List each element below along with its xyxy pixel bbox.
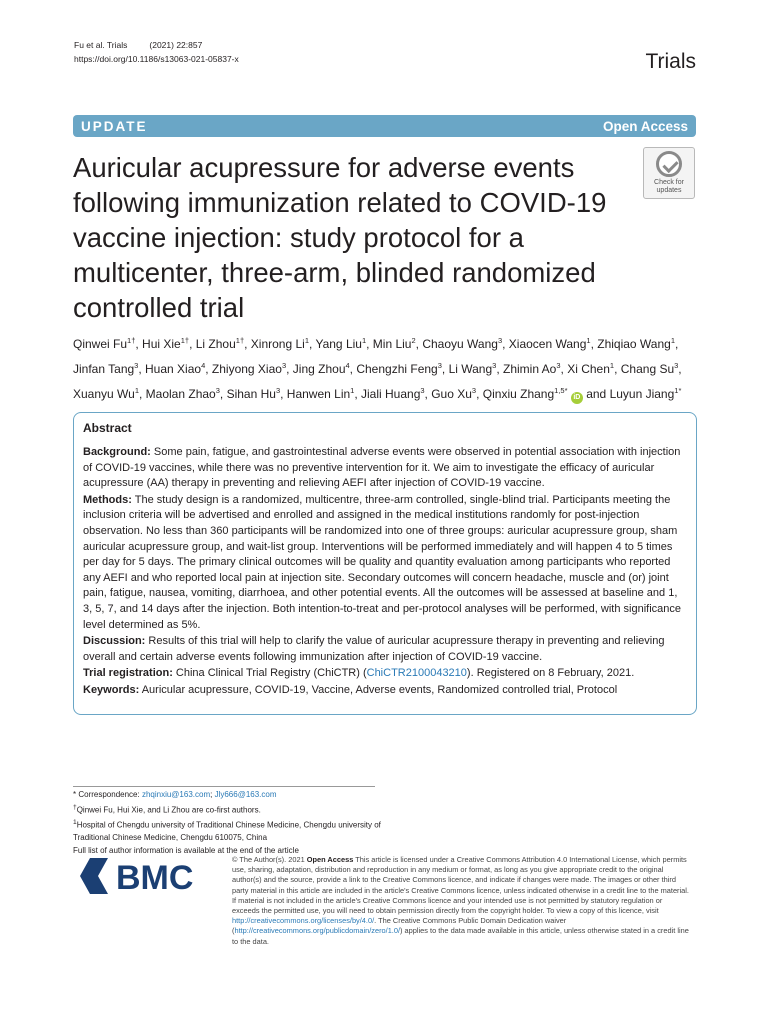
author-name: Min Liu xyxy=(372,337,412,351)
author-name: Hui Xie xyxy=(142,337,181,351)
author-affiliation: 1 xyxy=(609,361,615,370)
author-name: Zhiyong Xiao xyxy=(211,362,282,376)
check-mark-icon xyxy=(656,151,682,177)
author-name: Maolan Zhao xyxy=(145,387,216,401)
cofirst-note: †Qinwei Fu, Hui Xie, and Li Zhou are co-first authors. xyxy=(73,803,261,815)
author-affiliation: 3 xyxy=(497,336,503,345)
email-link-2[interactable]: Jly666@163.com xyxy=(214,790,277,799)
author-affiliation: 1 xyxy=(350,386,355,395)
author-affiliation: 4 xyxy=(201,361,206,370)
author-list: Qinwei $Fu^{1\dagger}$, Hui Xie$^{1\dagger}$, Li Zhou$^{1\dagger}$, Xinrong Li$^1$, Yang Liu$^1$, Min Liu$^2$, Chaoyu Wang$^3$, Xiaocen Wang$^1$, Zhiqiao Wang$^1$, Jinfan Tang$^3$, Huan Xiao$^4$, Zhiyong Xiao$^3$, Jing Zhou$^4$, Chengzhi Feng$^3$, Li Wang$^3$, Zhimin Ao$^3$, Xi Chen$^1$, Chang Su$^3$, Xuanyu Wu$^1$, Maolan Zhao$^3$, Sihan Hu$^3$, Hanwen Lin$^1$, Jiali Huang$^3$, Guo Xu$^3$, Qinxiu Zhang$^{1,5*}$ iD and Luyun Jiang$^{1*}$ xyxy=(73,330,697,405)
author-affiliation: 1* xyxy=(674,386,682,395)
email-link-1[interactable]: zhqinxiu@163.com xyxy=(141,790,211,799)
author-affiliation: 3 xyxy=(437,361,442,370)
author-affiliation: 3 xyxy=(471,386,477,395)
author-name: Xi Chen xyxy=(567,362,610,376)
author-name: Qinwei Fu xyxy=(73,337,128,351)
author-affiliation: 1 xyxy=(670,336,675,345)
author-name: Qinxiu Zhang xyxy=(482,387,555,401)
abstract-discussion: Discussion: Results of this trial will help to clarify the value of auricular acupressure therapy in preventing and relieving overall and certain adverse events following immunization after injection of COVID-19 vaccine. xyxy=(83,635,665,663)
author-affiliation: 2 xyxy=(411,336,416,345)
author-name: Jiali Huang xyxy=(361,387,421,401)
affiliation-1: $^1$Hospital of Chengdu university of Traditional Chinese Medicine, Chengdu university of Traditional Chinese Medicine, Chengdu 610075, China xyxy=(73,818,381,843)
bmc-logo-mark xyxy=(80,858,108,894)
author-affiliation: 1† xyxy=(127,336,136,345)
author-affiliation: 3 xyxy=(556,361,561,370)
abstract-background: Background: Some pain, fatigue, and gastrointestinal adverse events were observed in potential association with injection of COVID-19 vaccines, while there was no preventive intervention for it. We aim to investigate the efficacy of auricular acupressure (AA) therapy in preventing and relieving AEFI after injection of COVID-19 vaccine. xyxy=(83,446,681,490)
author-name: Xiaocen Wang xyxy=(508,337,587,351)
abstract-keywords: Keywords: Auricular acupressure, COVID-19, Vaccine, Adverse events, Randomized controlled trial, Protocol xyxy=(83,683,618,696)
footnote-divider xyxy=(73,786,375,787)
cc-license-link[interactable]: http://creativecommons.org/licenses/by/4.0/ xyxy=(232,916,375,926)
author-name: Luyun Jiang xyxy=(609,387,675,401)
bmc-logo xyxy=(78,856,218,896)
author-name: Sihan Hu xyxy=(226,387,276,401)
check-for-updates-button[interactable] xyxy=(643,147,695,199)
author-name: Xuanyu Wu xyxy=(73,387,135,401)
citation-authors: Fu et al. Trials xyxy=(74,40,128,50)
author-name: Zhiqiao Wang xyxy=(597,337,671,351)
author-affiliation: 1 xyxy=(134,386,139,395)
journal-name: Trials xyxy=(645,50,696,73)
author-affiliation: 1 xyxy=(361,336,367,345)
author-affiliation: 1 xyxy=(586,336,591,345)
article-type-label: UPDATE xyxy=(81,118,148,134)
author-affiliation: 1† xyxy=(235,336,245,345)
author-name: Li Wang xyxy=(448,362,493,376)
author-affiliation: 3 xyxy=(420,386,425,395)
bmc-logo-text: BMC xyxy=(116,859,194,896)
author-affiliation: 1† xyxy=(180,336,190,345)
abstract-box xyxy=(73,412,697,715)
license-text: © The Author(s). 2021 Open Access This article is licensed under a Creative Commons Attribution 4.0 International License, which permits use, sharing, adaptation, distribution and reproduction in any medium or format, as long as you give appropriate credit to the original author(s) and the source, provide a link to the Creative Commons licence, and indicate if changes were made. The images or other third party material in this article are included in the article's Creative Commons licence, unless indicated otherwise in a credit line to the material. If material is not included in the article's Creative Commons licence and your intended use is not permitted by statutory regulation or exceeds the permitted use, you will need to obtain permission directly from the copyright holder. To view a copy of this licence, visit http://creativecommons.org/licenses/by/4.0/. The Creative Commons Public Domain Dedication waiver (http://creativecommons.org/publicdomain/zero/1.0/) applies to the data made available in this article, unless otherwise stated in a credit line to the data. xyxy=(232,855,689,946)
correspondence: * Correspondence: zhqinxiu@163.com; Jly666@163.com xyxy=(73,790,277,799)
cc-waiver-link[interactable]: http://creativecommons.org/publicdomain/zero/1.0/ xyxy=(234,926,401,936)
orcid-icon[interactable]: iD xyxy=(571,392,583,404)
abstract-heading: Abstract xyxy=(83,421,132,435)
author-affiliation: 3 xyxy=(492,361,497,370)
author-affiliation: 4 xyxy=(345,361,350,370)
author-affiliation: 1,5* xyxy=(554,386,568,395)
registration-link[interactable]: ChiCTR2100043210 xyxy=(366,667,467,680)
author-name: Chang Su xyxy=(620,362,675,376)
author-name: Xinrong Li xyxy=(250,337,305,351)
author-name: Li Zhou xyxy=(195,337,236,351)
author-name: Jing Zhou xyxy=(292,362,346,376)
author-name: Chengzhi Feng xyxy=(356,362,438,376)
abstract-registration: Trial registration: China Clinical Trial Registry (ChiCTR) (ChiCTR2100043210). Registered on 8 February, 2021. xyxy=(83,667,635,680)
open-access-label: Open Access xyxy=(602,118,688,134)
author-affiliation: 3 xyxy=(215,386,220,395)
citation-year: (2021) 22:857 xyxy=(149,40,203,50)
author-name: Guo Xu xyxy=(431,387,472,401)
author-name: Hanwen Lin xyxy=(286,387,351,401)
author-name: Chaoyu Wang xyxy=(422,337,498,351)
author-affiliation: 3 xyxy=(275,386,281,395)
check-for-updates-label: Check for updates xyxy=(654,179,684,194)
author-joiner: and xyxy=(586,387,607,401)
author-affiliation: 3 xyxy=(134,361,139,370)
author-affiliation: 3 xyxy=(281,361,287,370)
author-name: Huan Xiao xyxy=(145,362,202,376)
author-affiliation: 3 xyxy=(674,361,679,370)
article-title: Auricular acupressure for adverse events following immunization related to COVID-19 vaccine injection: study protocol for a multicenter, three-arm, blinded randomized controlled trial xyxy=(73,152,607,323)
author-name: Yang Liu xyxy=(315,337,362,351)
article-type-banner xyxy=(73,115,696,137)
full-author-info-note: Full list of author information is available at the end of the article xyxy=(73,845,299,855)
footnotes xyxy=(73,786,383,857)
citation-header xyxy=(74,38,239,66)
author-name: Zhimin Ao xyxy=(503,362,557,376)
abstract-methods: Methods: The study design is a randomized, multicentre, three-arm controlled, single-blind trial. Participants meeting the inclusion criteria will be advertised and enrolled and assigned in the medical institutions randomly for post-injection observation. No less than 360 participants will be randomized into one of three groups: auricular acupressure group, sham auricular acupressure group, and wait-list group. Interventions will be performed immediately and will happen 4 to 5 times per day for 5 days. The primary clinical outcomes will be quality and quantity evaluation among participants who reported any AEFI and who reported local pain at injection site. Secondary outcomes will concern headache, muscle and (or) joint pain, fatigue, nausea, vomiting, diarrhoea, and other potential events. All the outcomes will be assessed at baseline and 1, 3, 5, 7, and 14 days after the injection. Both intention-to-treat and per-protocol analyses will be performed, with significance level determined as 5%. xyxy=(83,493,682,631)
author-name: Jinfan Tang xyxy=(73,362,135,376)
author-affiliation: 1 xyxy=(304,336,310,345)
doi-link[interactable]: https://doi.org/10.1186/s13063-021-05837-x xyxy=(74,54,239,64)
